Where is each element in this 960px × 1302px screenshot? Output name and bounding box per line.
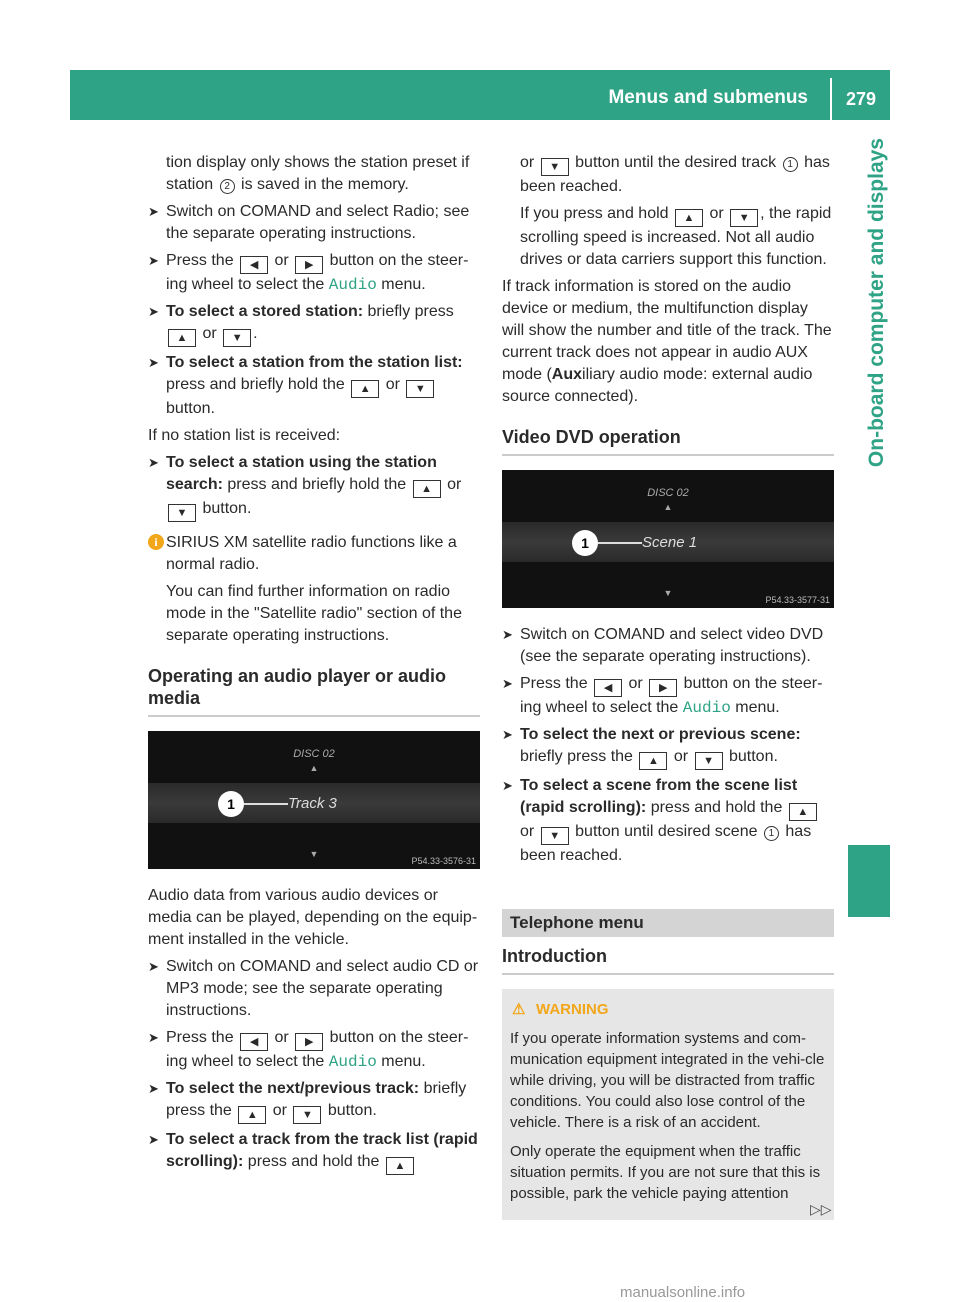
up-arrow-icon: ▲ bbox=[309, 763, 319, 773]
left-key-icon: ◀ bbox=[240, 256, 268, 274]
up-key-icon: ▲ bbox=[789, 803, 817, 821]
callout-2-icon: 2 bbox=[220, 179, 235, 194]
paragraph: tion display only shows the station preset if station 2 is saved in the memory. bbox=[166, 154, 470, 193]
arrow-bullet-icon: ➤ bbox=[148, 455, 159, 470]
left-key-icon: ◀ bbox=[594, 679, 622, 697]
menu-name: Audio bbox=[328, 1053, 377, 1071]
paragraph: or ▼ button until the desired track 1 has been reached. bbox=[520, 154, 830, 195]
down-key-icon: ▼ bbox=[541, 158, 569, 176]
callout-1-icon: 1 bbox=[218, 791, 244, 817]
list-item: ➤ To select a stored station: briefly press ▲ or ▼ . bbox=[148, 301, 480, 347]
section-heading: Introduction bbox=[502, 945, 834, 975]
up-key-icon: ▲ bbox=[238, 1106, 266, 1124]
list-item: ➤ Press the ◀ or ▶ button on the steer-ing wheel to select the Audio menu. bbox=[502, 675, 823, 717]
list-item: ➤ To select a scene from the scene list (rapid scrolling): press and hold the ▲ or ▼ button until desired scene 1 has been reached. bbox=[502, 775, 834, 867]
callout-1-icon: 1 bbox=[764, 826, 779, 841]
up-arrow-icon: ▲ bbox=[663, 502, 673, 512]
section-heading: Operating an audio player or audio media bbox=[148, 665, 480, 717]
video-display-image: DISC 02 ▲ 1 Scene 1 ▼ P54.33-3577-31 bbox=[502, 470, 834, 608]
down-key-icon: ▼ bbox=[541, 827, 569, 845]
up-key-icon: ▲ bbox=[675, 209, 703, 227]
right-key-icon: ▶ bbox=[649, 679, 677, 697]
info-icon: i bbox=[148, 534, 164, 550]
warning-text: If you operate information systems and com-munication equipment integrated in the vehi-cle while driving, you will be distracted from traffic conditions. You could also lose control of the vehicle. There is a risk of an accident. bbox=[510, 1030, 825, 1131]
list-item: ➤ To select a station from the station list: press and briefly hold the ▲ or ▼ button. bbox=[148, 354, 463, 417]
list-item: ➤ To select a station using the station search: press and briefly hold the ▲ or ▼ button. bbox=[148, 452, 480, 522]
up-key-icon: ▲ bbox=[351, 380, 379, 398]
callout-1-icon: 1 bbox=[572, 530, 598, 556]
down-key-icon: ▼ bbox=[293, 1106, 321, 1124]
down-key-icon: ▼ bbox=[406, 380, 434, 398]
down-arrow-icon: ▼ bbox=[309, 849, 319, 859]
list-item: ➤ To select a track from the track list (rapid scrolling): press and hold the ▲ bbox=[148, 1129, 480, 1175]
audio-display-image: DISC 02 ▲ 1 Track 3 ▼ P54.33-3576-31 bbox=[148, 731, 480, 869]
right-key-icon: ▶ bbox=[295, 1033, 323, 1051]
list-item: ➤ To select the next/previous track: briefly press the ▲ or ▼ button. bbox=[148, 1078, 480, 1124]
arrow-bullet-icon: ➤ bbox=[148, 253, 159, 268]
arrow-bullet-icon: ➤ bbox=[502, 627, 513, 642]
down-key-icon: ▼ bbox=[730, 209, 758, 227]
continue-icon: ▷▷ bbox=[810, 1201, 832, 1217]
section-title: Menus and submenus bbox=[608, 87, 808, 108]
paragraph: If no station list is received: bbox=[148, 427, 341, 444]
left-column bbox=[148, 152, 480, 1180]
right-column bbox=[502, 152, 834, 1220]
paragraph: If you press and hold ▲ or ▼ , the rapid scrolling speed is increased. Not all audio drives or data carriers support this function. bbox=[520, 205, 832, 268]
menu-name: Audio bbox=[328, 276, 377, 294]
paragraph: Audio data from various audio devices or media can be played, depending on the equip-ment installed in the vehicle. bbox=[148, 887, 478, 948]
arrow-bullet-icon: ➤ bbox=[148, 355, 159, 370]
callout-1-icon: 1 bbox=[783, 157, 798, 172]
up-key-icon: ▲ bbox=[386, 1157, 414, 1175]
arrow-bullet-icon: ➤ bbox=[502, 778, 513, 793]
chapter-marker bbox=[848, 845, 890, 917]
list-item: ➤ To select the next or previous scene: briefly press the ▲ or ▼ button. bbox=[502, 724, 834, 770]
list-item: ➤ Switch on COMAND and select audio CD or MP3 mode; see the separate operating instructions. bbox=[148, 958, 479, 1019]
page-number: 279 bbox=[845, 89, 877, 109]
arrow-bullet-icon: ➤ bbox=[502, 727, 513, 742]
chapter-side-tab bbox=[848, 128, 890, 828]
arrow-bullet-icon: ➤ bbox=[148, 959, 159, 974]
arrow-bullet-icon: ➤ bbox=[148, 1030, 159, 1045]
arrow-bullet-icon: ➤ bbox=[148, 1081, 159, 1096]
info-note: i SIRIUS XM satellite radio functions like a normal radio. You can find further information on radio mode in the "Satellite radio" section of the separate operating instructions. bbox=[148, 532, 480, 647]
list-item: ➤ Switch on COMAND and select Radio; see the separate operating instructions. bbox=[148, 203, 470, 242]
arrow-bullet-icon: ➤ bbox=[148, 204, 159, 219]
warning-box bbox=[502, 989, 834, 1220]
watermark: manualsonline.info bbox=[620, 1284, 746, 1301]
telephone-menu-bar: Telephone menu bbox=[502, 909, 834, 937]
section-heading: Video DVD operation bbox=[502, 426, 834, 456]
chapter-label: On-board computer and displays bbox=[865, 138, 888, 468]
warning-triangle-icon: ⚠ bbox=[512, 1001, 526, 1018]
left-key-icon: ◀ bbox=[240, 1033, 268, 1051]
warning-text: Only operate the equipment when the traffic situation permits. If you are not sure that this is possible, park the vehicle paying attention bbox=[510, 1143, 821, 1202]
up-key-icon: ▲ bbox=[639, 752, 667, 770]
arrow-bullet-icon: ➤ bbox=[148, 1132, 159, 1147]
arrow-bullet-icon: ➤ bbox=[148, 304, 159, 319]
list-item: ➤ Press the ◀ or ▶ button on the steer-ing wheel to select the Audio menu. bbox=[148, 1029, 469, 1071]
arrow-bullet-icon: ➤ bbox=[502, 676, 513, 691]
menu-name: Audio bbox=[682, 699, 731, 717]
warning-heading: ⚠ WARNING bbox=[512, 1001, 609, 1018]
down-arrow-icon: ▼ bbox=[663, 588, 673, 598]
right-key-icon: ▶ bbox=[295, 256, 323, 274]
down-key-icon: ▼ bbox=[223, 329, 251, 347]
paragraph: If track information is stored on the audio device or medium, the multifunction display will show the number and title of the track. The current track does not appear in audio AUX mode (Auxiliary audio mode: external audio source connected). bbox=[502, 278, 832, 405]
down-key-icon: ▼ bbox=[168, 504, 196, 522]
list-item: ➤ Press the ◀ or ▶ button on the steer-ing wheel to select the Audio menu. bbox=[148, 252, 469, 294]
up-key-icon: ▲ bbox=[168, 329, 196, 347]
up-key-icon: ▲ bbox=[413, 480, 441, 498]
list-item: ➤ Switch on COMAND and select video DVD (see the separate operating instructions). bbox=[502, 626, 824, 665]
header-bar bbox=[70, 70, 890, 120]
down-key-icon: ▼ bbox=[695, 752, 723, 770]
